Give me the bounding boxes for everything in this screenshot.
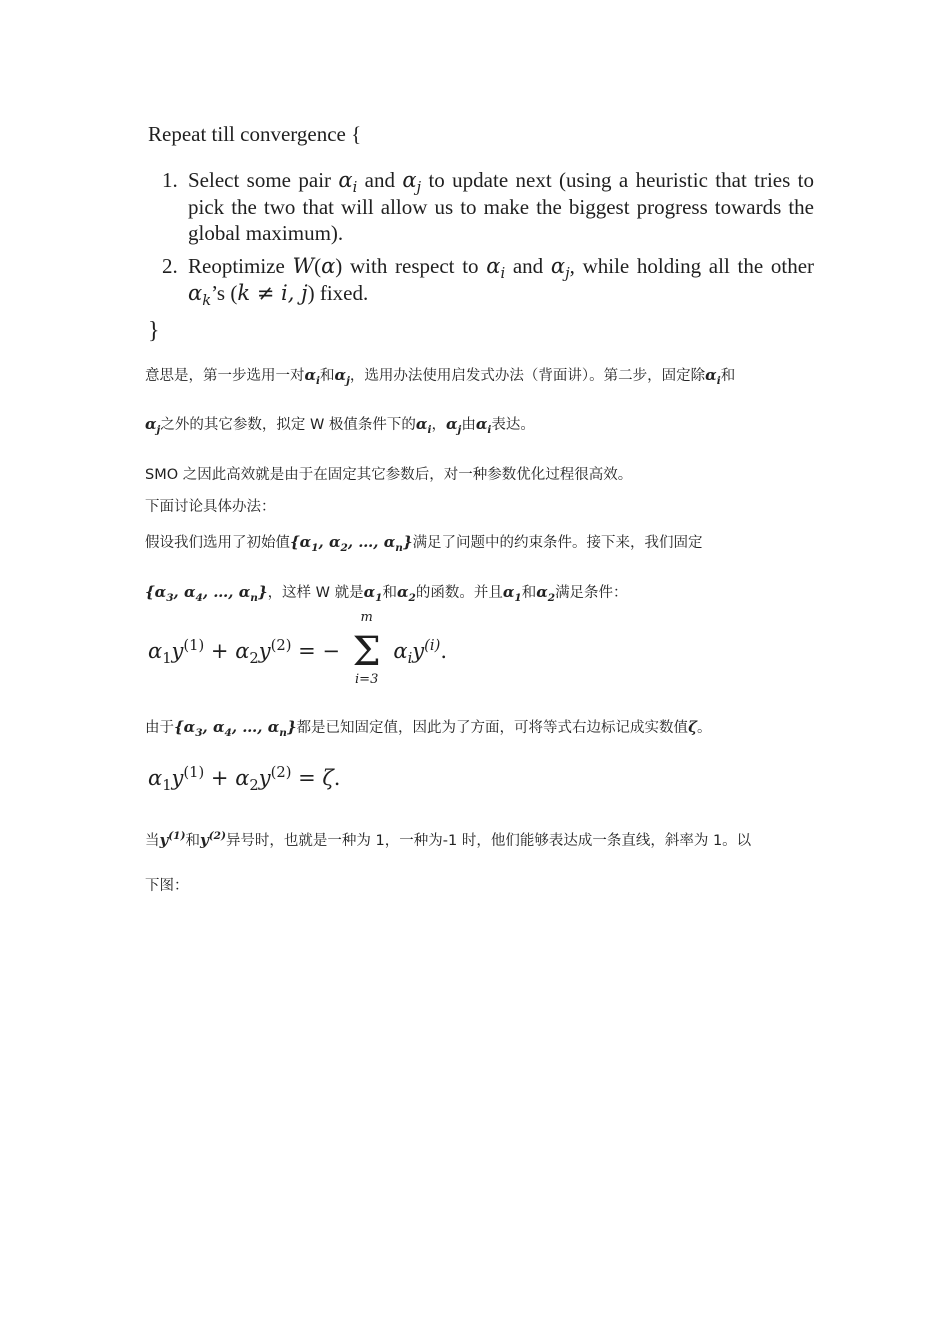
paragraph-9: 下图： bbox=[145, 878, 189, 894]
text-run: 和 bbox=[382, 585, 397, 601]
sum-lower-limit: i=3 bbox=[355, 672, 379, 687]
text-run: 当 bbox=[145, 833, 160, 849]
math-k-neq-ij: k ≠ i, j bbox=[237, 280, 308, 305]
paragraph-8 bbox=[145, 829, 751, 850]
text-run: 表达。 bbox=[491, 417, 535, 433]
step-number: 2. bbox=[162, 254, 178, 278]
math-alpha-set-3-n: {$\alpha_3$, $\alpha_4$, …, $\alpha_n$} bbox=[174, 718, 297, 739]
paragraph-5 bbox=[145, 531, 703, 552]
algorithm-header: Repeat till convergence { bbox=[148, 122, 362, 146]
text-run: 和 bbox=[521, 585, 537, 601]
algorithm-closing-brace: } bbox=[148, 318, 160, 344]
paragraph-4: 下面讨论具体办法： bbox=[145, 499, 276, 515]
math-alpha-1: $\alpha_1$ bbox=[363, 583, 383, 604]
math-alpha-i: $\alpha_i$ bbox=[486, 254, 506, 283]
math-zeta: ζ bbox=[688, 718, 697, 736]
text-run: ， bbox=[431, 417, 446, 433]
text-run: 的函数。并且 bbox=[415, 585, 503, 601]
text-run: 和 bbox=[185, 833, 200, 849]
text-run: ，选用办法使用启发式办法（背面讲）。第二步，固定除 bbox=[349, 368, 706, 384]
math-alpha-set-3-n: {$\alpha_3$, $\alpha_4$, …, $\alpha_n$} bbox=[145, 583, 268, 604]
equation-sum-constraint bbox=[148, 610, 447, 687]
sum-upper-limit: m bbox=[360, 610, 373, 625]
summation-symbol bbox=[347, 610, 387, 687]
math-alpha-2: $\alpha_2$ bbox=[396, 583, 416, 604]
step-text-part: fixed. bbox=[314, 280, 369, 305]
equation-rhs-term: $\alpha_iy^{(i)}$. bbox=[393, 637, 447, 668]
text-run: 和 bbox=[720, 368, 736, 384]
step-text bbox=[188, 167, 814, 247]
math-alpha-i: $\alpha_i$ bbox=[705, 366, 721, 387]
paragraph-1 bbox=[145, 364, 735, 385]
text-run: 意思是，第一步选用一对 bbox=[145, 368, 305, 384]
step-text-part: Select some pair bbox=[188, 168, 339, 192]
paragraph-6 bbox=[145, 581, 628, 602]
equation-zeta-body: $\alpha_1y^{(1)} + \alpha_2y^{(2)} = \zeta$. bbox=[148, 764, 341, 795]
math-alpha-j: $\alpha_j$ bbox=[145, 415, 161, 436]
step-text-part: and bbox=[357, 168, 403, 192]
paragraph-2 bbox=[145, 413, 535, 434]
sigma-glyph: Σ bbox=[352, 629, 381, 675]
step-text-part: and bbox=[505, 254, 551, 278]
math-alpha-2: $\alpha_2$ bbox=[536, 583, 556, 604]
math-alpha-j: $\alpha_j$ bbox=[334, 366, 350, 387]
text-run: 。 bbox=[696, 720, 712, 736]
equation-zeta bbox=[148, 764, 341, 795]
step-text-part: with respect to bbox=[342, 254, 487, 278]
step-text-part: , while holding all the other bbox=[569, 254, 815, 278]
math-alpha-1: $\alpha_1$ bbox=[502, 583, 522, 604]
math-alpha-i: $\alpha_i$ bbox=[338, 168, 358, 197]
text-run: 满足了问题中的约束条件。接下来，我们固定 bbox=[412, 535, 703, 551]
math-alpha-i: $\alpha_i$ bbox=[304, 366, 321, 387]
text-run: 之外的其它参数，拟定 W 极值条件下的 bbox=[160, 417, 416, 433]
math-w-alpha: W bbox=[292, 254, 315, 278]
text-run: 满足条件： bbox=[555, 585, 628, 601]
math-alpha-k: $\alpha_k$ bbox=[188, 280, 212, 309]
text-run: 由于 bbox=[145, 720, 174, 736]
text-run: 由 bbox=[461, 417, 476, 433]
math-alpha: α bbox=[321, 254, 336, 278]
text-run: 都是已知固定值，因此为了方面，可将等式右边标记成实数值 bbox=[296, 720, 689, 736]
paragraph-7 bbox=[145, 716, 711, 737]
text-run: 假设我们选用了初始值 bbox=[145, 535, 290, 551]
math-y-2: $y^{(2)}$ bbox=[199, 830, 226, 849]
math-alpha-set-1-n: {$\alpha_1$, $\alpha_2$, …, $\alpha_n$} bbox=[290, 533, 413, 554]
text-run: ，这样 W 就是 bbox=[267, 585, 364, 601]
math-alpha-j: $\alpha_j$ bbox=[402, 168, 422, 197]
math-alpha-i: $\alpha_i$ bbox=[415, 415, 432, 436]
step-text-part: to update next (using a heuristic that tries to pick the two that will allow us to make the biggest progress towards the global maximum). bbox=[188, 168, 815, 245]
paragraph-3: SMO 之因此高效就是由于在固定其它参数后，对一种参数优化过程很高效。 bbox=[145, 467, 633, 483]
math-alpha-j: $\alpha_j$ bbox=[445, 415, 462, 436]
math-y-1: $y^{(1)}$ bbox=[159, 830, 186, 849]
step-number: 1. bbox=[162, 168, 178, 192]
step-text-part: ’s bbox=[211, 280, 231, 305]
math-alpha-j: $\alpha_j$ bbox=[550, 254, 570, 283]
step-text-part: Reoptimize bbox=[188, 254, 293, 278]
text-run: 异号时，也就是一种为 1，一种为-1 时，他们能够表达成一条直线，斜率为 1。以 bbox=[225, 833, 752, 849]
text-run: 和 bbox=[320, 368, 335, 384]
step-text: Reoptimize W(α) with respect to $\alpha_i$ and $\alpha_j$, while holding all the other $\alpha_k’s$ (k ≠ i, j) fixed. bbox=[188, 254, 815, 309]
equation-lhs: $\alpha_1y^{(1)} + \alpha_2y^{(2)}$ = − bbox=[148, 637, 340, 668]
math-alpha-i: $\alpha_i$ bbox=[475, 415, 492, 436]
